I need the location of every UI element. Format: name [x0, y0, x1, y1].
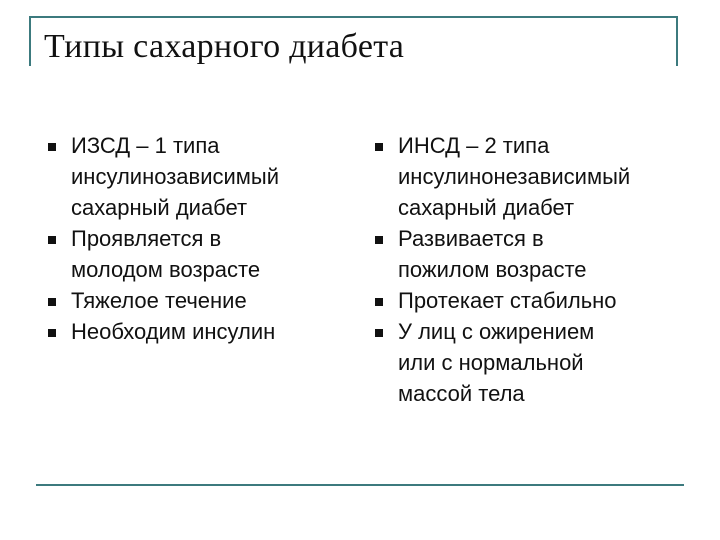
item-text-line: У лиц с ожирением: [398, 319, 595, 344]
square-bullet-icon: [48, 329, 56, 337]
list-item: [46, 130, 346, 223]
list-item: [46, 223, 346, 285]
left-column-list: [46, 130, 346, 347]
item-text-line: Проявляется в: [71, 226, 222, 251]
item-text-line: ИЗСД – 1 типа: [71, 133, 220, 158]
list-item: [46, 316, 346, 347]
square-bullet-icon: [48, 236, 56, 244]
item-text-line: инсулинозависимый: [71, 164, 280, 189]
item-text-line: Необходим инсулин: [71, 319, 276, 344]
list-item: [373, 130, 693, 223]
square-bullet-icon: [375, 236, 383, 244]
item-text-line: или с нормальной: [398, 350, 584, 375]
item-text-line: пожилом возрасте: [398, 257, 587, 282]
title-frame-left-border: [29, 16, 31, 66]
title-frame-top-border: [29, 16, 678, 18]
item-text-line: Тяжелое течение: [71, 288, 247, 313]
item-text-line: сахарный диабет: [71, 195, 248, 220]
item-text-line: сахарный диабет: [398, 195, 575, 220]
list-item: [373, 223, 693, 285]
item-text-line: инсулинонезависимый: [398, 164, 631, 189]
title-frame-right-border: [676, 16, 678, 66]
right-column-list: [373, 130, 693, 409]
item-text-line: Развивается в: [398, 226, 544, 251]
item-text-line: ИНСД – 2 типа: [398, 133, 550, 158]
square-bullet-icon: [48, 143, 56, 151]
square-bullet-icon: [375, 143, 383, 151]
item-text-line: Протекает стабильно: [398, 288, 617, 313]
square-bullet-icon: [48, 298, 56, 306]
bottom-divider-line: [36, 484, 684, 486]
item-text-line: молодом возрасте: [71, 257, 261, 282]
square-bullet-icon: [375, 329, 383, 337]
list-item: [46, 285, 346, 316]
slide-title: Типы сахарного диабета: [44, 28, 405, 65]
item-text-line: массой тела: [398, 381, 525, 406]
list-item: [373, 285, 693, 316]
list-item: [373, 316, 693, 409]
square-bullet-icon: [375, 298, 383, 306]
